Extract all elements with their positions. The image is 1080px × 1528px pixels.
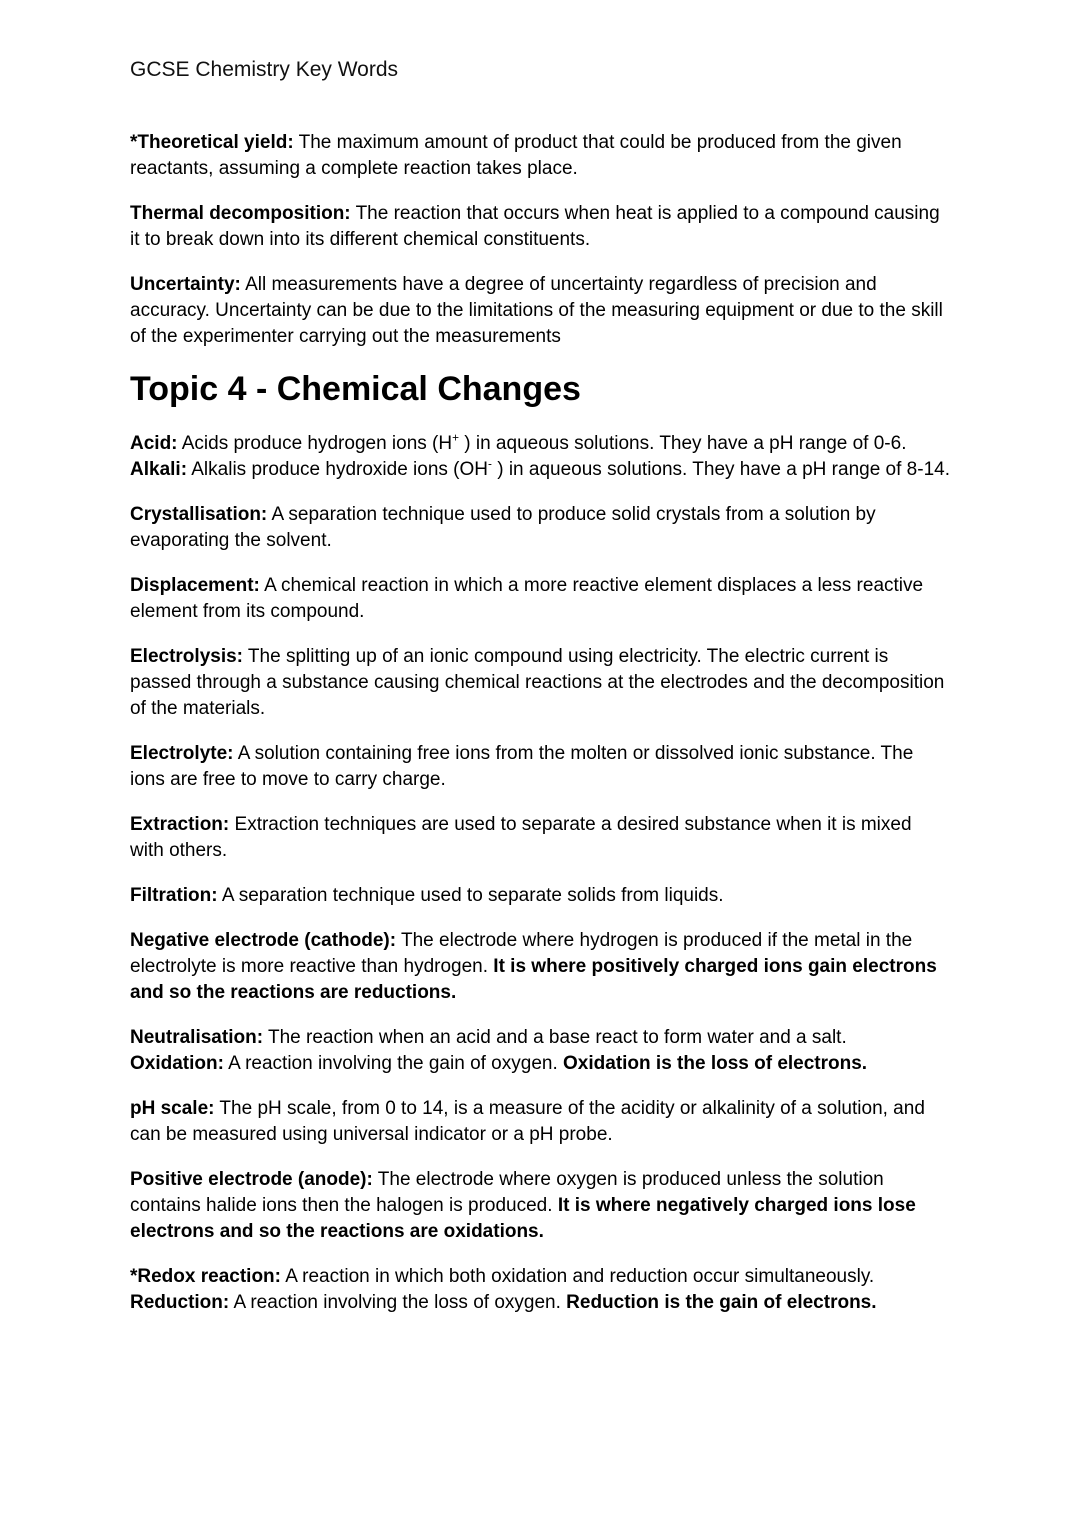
definition-paragraph [130,1096,950,1148]
definition-term: Acid: [130,433,178,454]
definition-paragraph [130,272,950,350]
definition-term: pH scale: [130,1098,215,1119]
definition-text: The pH scale, from 0 to 14, is a measure of the acidity or alkalinity of a solution, and can be measured using universal indicator or a pH probe. [130,1098,925,1145]
definition-text: The reaction when an acid and a base react to form water and a salt. [263,1027,847,1048]
definition-term: Electrolysis: [130,646,243,667]
definition-term: *Redox reaction: [130,1266,281,1287]
section-heading: Topic 4 - Chemical Changes [130,370,581,408]
definition-term: Extraction: [130,814,230,835]
definition-text: Alkalis produce hydroxide ions (OH [187,459,489,480]
definition-paragraph [130,130,950,182]
definition-paragraph [130,1025,950,1077]
definition-term: Filtration: [130,885,218,906]
definition-paragraph [130,741,950,793]
definition-paragraph [130,201,950,253]
definition-text: A chemical reaction in which a more reactive element displaces a less reactive element from its compound. [130,575,924,622]
definition-text: A reaction involving the loss of oxygen. [229,1292,567,1313]
definition-paragraph [130,573,950,625]
definition-text: Acids produce hydrogen ions (H [177,433,453,454]
definition-paragraph [130,644,950,722]
definition-text: ) in aqueous solutions. They have a pH range of 0-6. [458,433,907,454]
definition-text: The splitting up of an ionic compound using electricity. The electric current is passed through a substance causing chemical reactions at the electrodes and the decomposition of the materials. [130,646,945,719]
definition-text: The reaction that occurs when heat is applied to a compound causing it to break down into its different chemical constituents. [130,203,940,250]
definition-term: Crystallisation: [130,504,268,525]
definition-term: Reduction: [130,1292,230,1313]
definition-paragraph [130,812,950,864]
definition-term: Electrolyte: [130,743,234,764]
definition-term: Neutralisation: [130,1027,264,1048]
definition-text: A separation technique used to separate solids from liquids. [217,885,724,906]
definition-term: Uncertainty: [130,274,241,295]
document-title: GCSE Chemistry Key Words [130,58,399,81]
definition-term: Oxidation: [130,1053,224,1074]
definition-paragraph [130,883,950,909]
definition-text: A reaction in which both oxidation and reduction occur simultaneously. [280,1266,875,1287]
definition-term: Positive electrode (anode): [130,1169,373,1190]
definition-term: *Theoretical yield: [130,132,294,153]
definition-text: Extraction techniques are used to separate a desired substance when it is mixed with others. [130,814,912,861]
definition-paragraph [130,1264,950,1316]
bold-emphasis: Reduction is the gain of electrons. [566,1292,877,1313]
definition-text: A reaction involving the gain of oxygen. [223,1053,564,1074]
definition-text: ) in aqueous solutions. They have a pH range of 8-14. [491,459,950,480]
definition-paragraph [130,928,950,1006]
bold-emphasis: It is where positively charged ions gain electrons and so the reactions are reductions. [130,956,937,1003]
bold-emphasis: It is where negatively charged ions lose electrons and so the reactions are oxidations. [130,1195,916,1242]
definition-term: Alkali: [130,459,188,480]
definition-paragraph [130,431,950,483]
definition-text: A solution containing free ions from the molten or dissolved ionic substance. The ions are free to move to carry charge. [130,743,914,790]
definition-text: A separation technique used to produce solid crystals from a solution by evaporating the solvent. [130,504,876,551]
definition-term: Negative electrode (cathode): [130,930,397,951]
bold-emphasis: Oxidation is the loss of electrons. [563,1053,868,1074]
definition-text: The electrode where oxygen is produced unless the solution contains halide ions then the halogen is produced. [130,1169,884,1216]
definition-text: All measurements have a degree of uncertainty regardless of precision and accuracy. Uncertainty can be due to the limitations of the measuring equipment or due to the skill of the experimenter carrying out the measurements [130,274,943,347]
document-body [130,130,950,1316]
definition-text: The electrode where hydrogen is produced if the metal in the electrolyte is more reactive than hydrogen. [130,930,913,977]
ion-charge-superscript: + [452,431,459,445]
definition-text: The maximum amount of product that could be produced from the given reactants, assuming a complete reaction takes place. [130,132,902,179]
definition-paragraph [130,502,950,554]
ion-charge-superscript: - [488,457,492,471]
definition-term: Thermal decomposition: [130,203,351,224]
definition-paragraph [130,1167,950,1245]
definition-term: Displacement: [130,575,260,596]
